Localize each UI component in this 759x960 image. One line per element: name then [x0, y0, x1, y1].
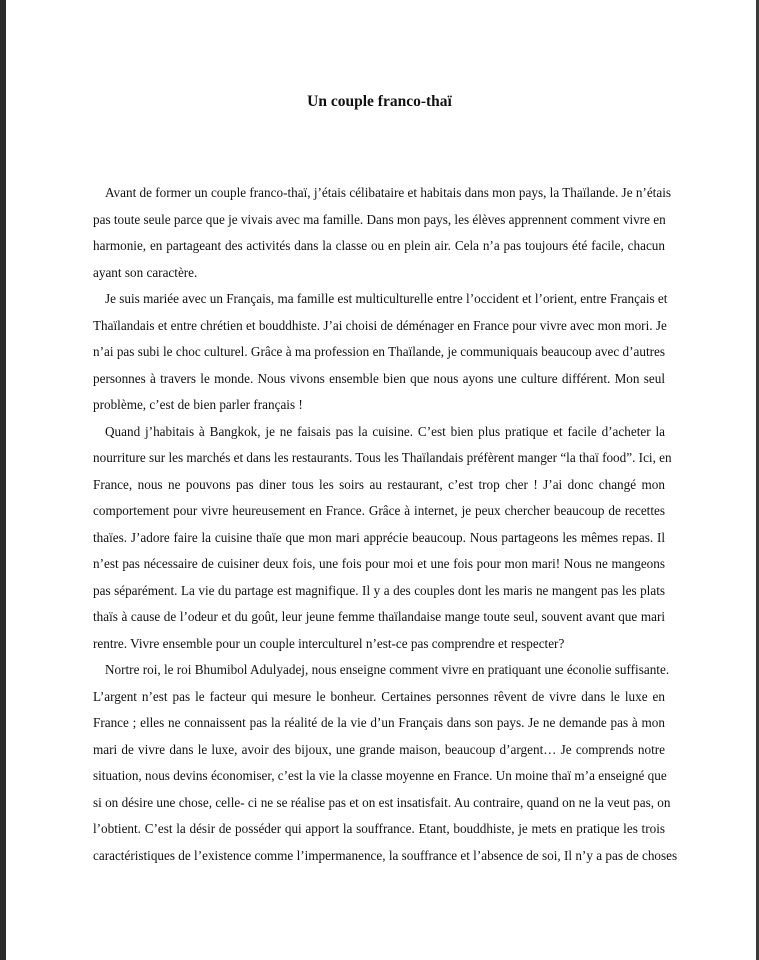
text-line: personnes à travers le monde. Nous vivons ensemble bien que nous ayons une culture différent. Mon seul	[93, 370, 665, 386]
text-line: l’obtient. C’est la désir de posséder qui apport la souffrance. Etant, bouddhiste, je mets en pratique les trois	[93, 821, 665, 836]
text-line: Avant de former un couple franco-thaï, j’étais célibataire et habitais dans mon pays, la Thaïlande. Je n’étais	[105, 185, 671, 200]
text-line: France ; elles ne connaissent pas la réalité de la vie d’un Français dans son pays. Je ne demande pas à mon	[93, 715, 665, 730]
text-line: thaïs à cause de l’odeur et du goût, leur jeune femme thaïlandaise mange toute seul, souvent avant que mari	[93, 609, 665, 624]
text-line: caractéristiques de l’existence comme l’impermanence, la souffrance et l’absence de soi, Il n’y a pas de choses	[93, 847, 678, 863]
text-line: situation, nous devins économiser, c’est la vie la classe moyenne en France. Un moine thaï m’a enseigné que	[93, 768, 667, 783]
text-line: Nortre roi, le roi Bhumibol Adulyadej, nous enseigne comment vivre en pratiquant une éconolie suffisante.	[105, 662, 670, 677]
text-line: thaïes. J’adore faire la cuisine thaïe que mon mari apprécie beaucoup. Nous partageons les mêmes repas. Il	[93, 529, 665, 545]
text-line: Quand j’habitais à Bangkok, je ne faisais pas la cuisine. C’est bien plus pratique et facile d’acheter la	[105, 423, 665, 439]
paragraph-2	[93, 286, 668, 419]
text-line: harmonie, en partageant des activités dans la classe ou en plein air. Cela n’a pas toujours été facile, chacun	[93, 238, 665, 253]
left-page-edge	[0, 0, 6, 960]
text-line: n’est pas nécessaire de cuisiner deux fois, une fois pour moi et une fois pour mon mari! Nous ne mangeons	[93, 556, 665, 571]
text-line: problème, c’est de bien parler français !	[93, 397, 303, 412]
document-title: Un couple franco-thaï	[307, 93, 452, 110]
text-line: si on désire une chose, celle- ci ne se réalise pas et on est insatisfait. Au contraire, quand on ne la veut pas, on	[93, 794, 671, 810]
text-line: comportement pour vivre heureusement en France. Grâce à internet, je peux chercher beaucoup de recettes	[93, 503, 665, 518]
document-body	[93, 180, 678, 869]
text-line: mari de vivre dans le luxe, avoir des bijoux, une grande maison, beaucoup d’argent… Je comprends notre	[93, 741, 665, 757]
text-line: Je suis mariée avec un Français, ma famille est multiculturelle entre l’occident et l’orient, entre Français et	[105, 291, 668, 306]
text-line: pas toute seule parce que je vivais avec ma famille. Dans mon pays, les élèves apprennent comment vivre en	[93, 211, 666, 227]
text-line: Thaïlandais et entre chrétien et bouddhiste. J’ai choisi de déménager en France pour vivre avec mon mori. Je	[93, 317, 667, 333]
paragraph-1	[93, 180, 671, 286]
paragraph-3	[93, 419, 672, 658]
text-line: rentre. Vivre ensemble pour un couple interculturel n’est-ce pas comprendre et respecter?	[93, 635, 565, 651]
text-line: France, nous ne pouvons pas diner tous les soirs au restaurant, c’est trop cher ! J’ai donc changé mon	[93, 476, 665, 492]
text-line: nourriture sur les marchés et dans les restaurants. Tous les Thaïlandais préfèrent manger “la thaï food”. Ici, en	[93, 450, 672, 465]
text-line: n’ai pas subi le choc culturel. Grâce à ma profession en Thaïlande, je communiquais beaucoup avec d’autres	[93, 344, 665, 359]
paragraph-4	[93, 657, 678, 869]
text-line: ayant son caractère.	[93, 264, 198, 280]
text-line: L’argent n’est pas le facteur qui mesure le bonheur. Certaines personnes rêvent de vivre dans le luxe en	[93, 688, 665, 704]
text-line: pas séparément. La vie du partage est magnifique. Il y a des couples dont les maris ne mangent pas les plats	[93, 582, 665, 598]
